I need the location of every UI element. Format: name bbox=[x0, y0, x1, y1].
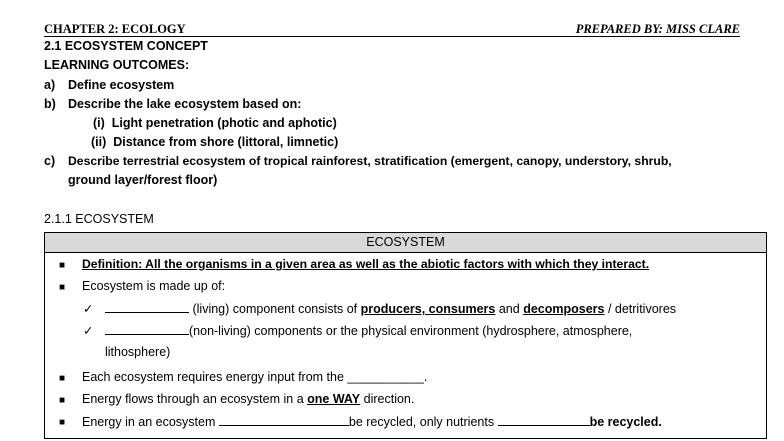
section-title: 2.1 ECOSYSTEM CONCEPT bbox=[44, 39, 208, 53]
bullet-icon: ■ bbox=[59, 373, 66, 384]
flows-text-1: Energy flows through an ecosystem in a bbox=[82, 392, 308, 406]
recycled-text-2: be recycled, only nutrients bbox=[348, 415, 498, 429]
bullet-icon: ■ bbox=[59, 395, 66, 406]
answer-blank bbox=[105, 323, 189, 335]
made-up-text: Ecosystem is made up of: bbox=[82, 279, 226, 293]
energy-input-text: Each ecosystem requires energy input from the ___________. bbox=[82, 370, 428, 384]
check-icon: ✓ bbox=[83, 324, 94, 338]
lithosphere-text: lithosphere) bbox=[105, 345, 171, 359]
nonliving-line bbox=[105, 323, 632, 338]
check-icon: ✓ bbox=[83, 302, 94, 316]
recycled-text-1: Energy in an ecosystem bbox=[82, 415, 219, 429]
detritivores-text: / detritivores bbox=[604, 302, 677, 316]
outcome-a-text: Define ecosystem bbox=[68, 78, 175, 92]
living-line bbox=[105, 301, 676, 316]
bullet-icon: ■ bbox=[59, 260, 66, 271]
definition-text: Definition: All the organisms in a given area as well as the abiotic factors with which they interact. bbox=[82, 257, 650, 271]
decomposers-text: decomposers bbox=[523, 302, 605, 316]
outcome-b-i: (i) Light penetration (photic and aphotic) bbox=[93, 116, 337, 130]
energy-flow-line bbox=[82, 392, 414, 406]
prepared-by: PREPARED BY: MISS CLARE bbox=[575, 22, 740, 36]
nonliving-text: (non-living) components or the physical environment (hydrosphere, atmosphere, bbox=[189, 324, 633, 338]
outcome-c-text-1: Describe terrestrial ecosystem of tropical rainforest, stratification (emergent, canopy, understory, shrub, bbox=[68, 154, 672, 168]
outcome-a-label: a) bbox=[44, 78, 56, 92]
answer-blank bbox=[105, 301, 189, 313]
outcome-b-text: Describe the lake ecosystem based on: bbox=[68, 97, 302, 111]
outcome-c-text-2: ground layer/forest floor) bbox=[68, 173, 218, 187]
energy-recycled-line bbox=[82, 414, 662, 429]
bullet-icon: ■ bbox=[59, 282, 66, 293]
chapter-title: CHAPTER 2: ECOLOGY bbox=[44, 22, 186, 36]
outcome-b-ii: (ii) Distance from shore (littoral, limnetic) bbox=[91, 135, 339, 149]
answer-blank bbox=[498, 414, 590, 426]
producers-text: producers, consumers bbox=[360, 302, 496, 316]
one-way-text: one WAY bbox=[307, 392, 361, 406]
outcome-b-label: b) bbox=[44, 97, 56, 111]
learning-outcomes-heading: LEARNING OUTCOMES: bbox=[44, 58, 190, 72]
box-title: ECOSYSTEM bbox=[45, 233, 766, 253]
page-header bbox=[44, 22, 740, 37]
flows-text-2: direction. bbox=[360, 392, 415, 406]
recycled-text-3: be recycled. bbox=[589, 415, 662, 429]
ecosystem-box bbox=[44, 232, 767, 439]
living-text: (living) component consists of bbox=[189, 302, 361, 316]
bullet-icon: ■ bbox=[59, 417, 66, 428]
outcome-c-label: c) bbox=[44, 154, 56, 168]
subsection-title: 2.1.1 ECOSYSTEM bbox=[44, 212, 154, 226]
answer-blank bbox=[219, 414, 349, 426]
and-text: and bbox=[495, 302, 524, 316]
